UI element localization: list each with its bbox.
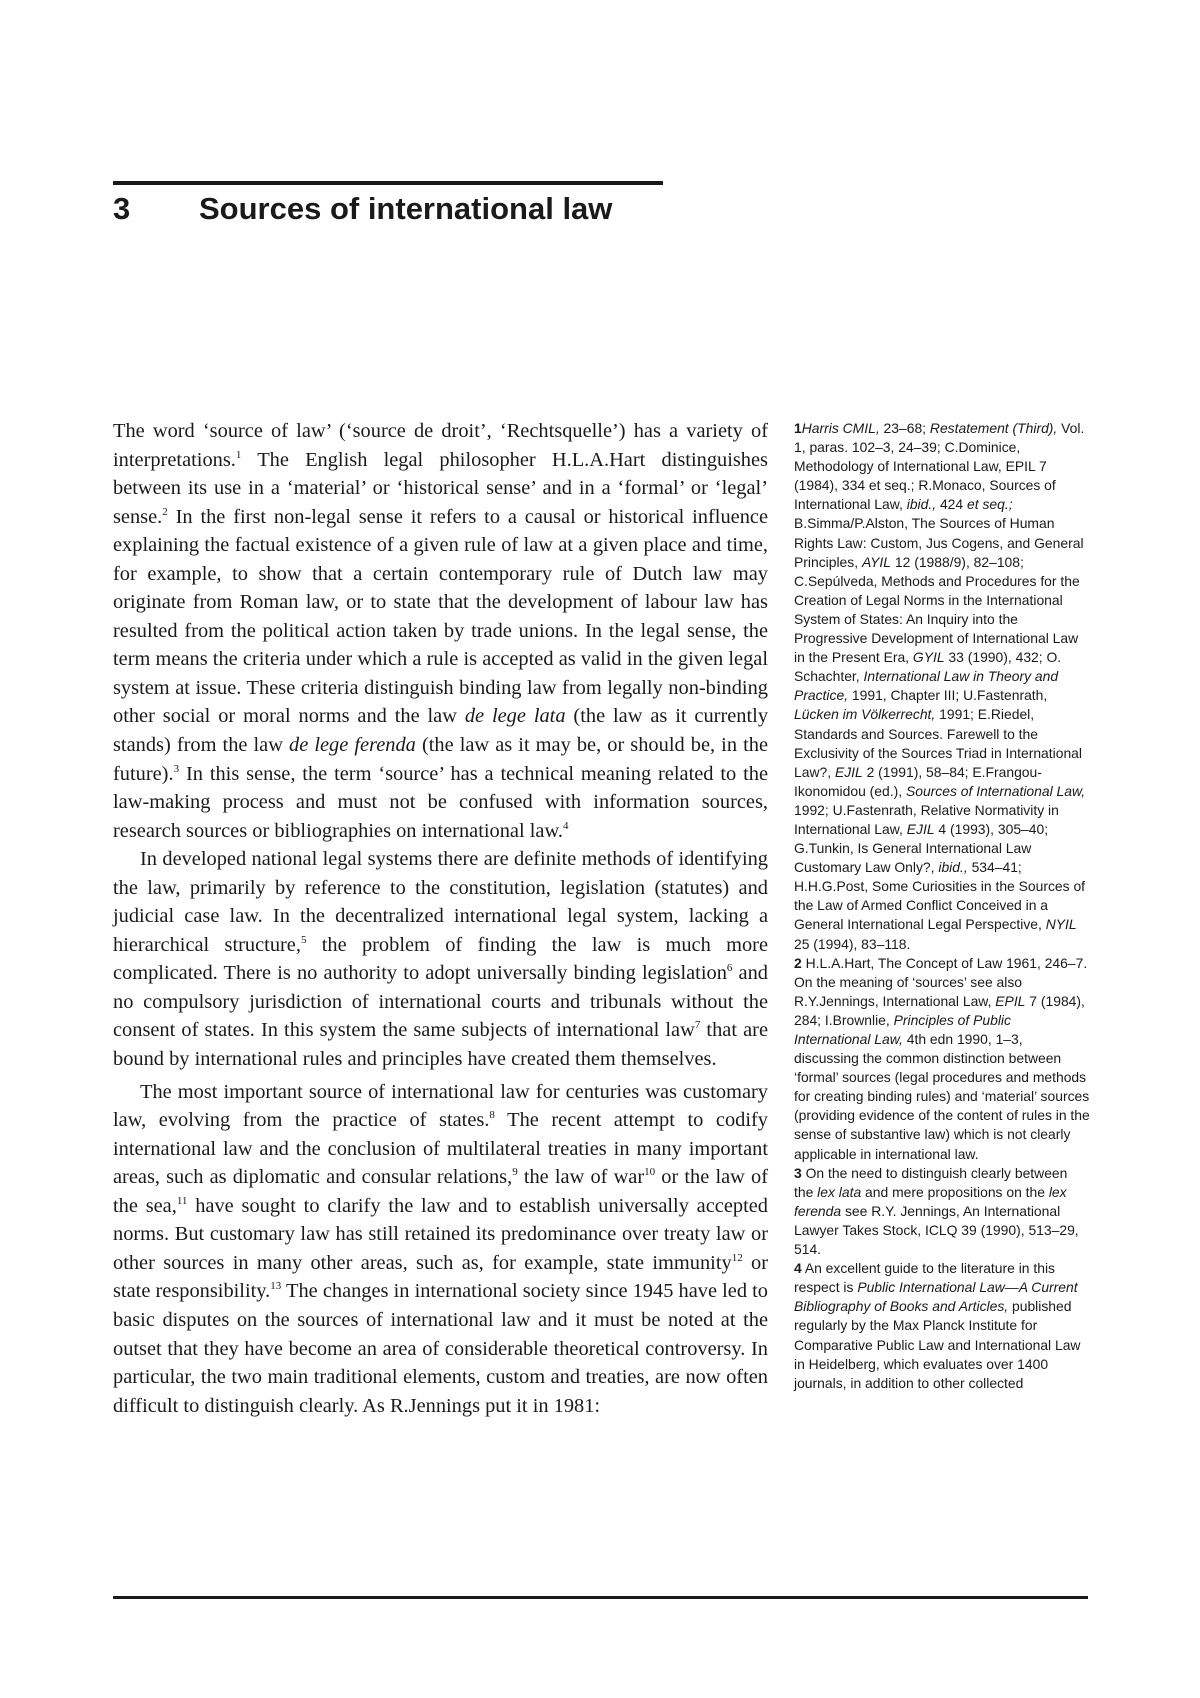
text-run: H.L.A.Hart, The Concept of Law 1961, 246–7. On the meaning of ‘sources’ see also R.Y.Jennings, International Law, — [794, 954, 1088, 1009]
italic-text: lex lata — [817, 1183, 862, 1200]
text-run: 534–41; H.H.G.Post, Some Curiosities in the Sources of the Law of Armed Conflict Conceived in a General International Legal Perspective, — [794, 859, 1086, 933]
text-run: 424 — [936, 496, 967, 513]
italic-text: Public International Law—A Current Bibliography of Books and Articles, — [794, 1279, 1078, 1315]
italic-text: GYIL — [912, 649, 945, 666]
italic-text: lex ferenda — [794, 1183, 1067, 1219]
chapter-title: Sources of international law — [199, 191, 613, 226]
main-text — [113, 417, 768, 1420]
text-run: The recent attempt to codify international law and the conclusion of multilateral treaties in many important areas, such as diplomatic and consular relations, — [113, 1109, 768, 1189]
italic-text: de lege ferenda — [289, 734, 416, 757]
footnote-number: 4 — [794, 1260, 802, 1277]
footnote-ref: 8 — [489, 1109, 495, 1122]
footnote-2 — [794, 954, 1090, 1164]
italic-text: EJIL — [834, 763, 863, 780]
italic-text: ibid., — [906, 496, 937, 513]
italic-text: et seq.; — [967, 496, 1013, 513]
text-run: 2 (1991), 58–84; E.Frangou-Ikonomidou (ed.), — [794, 763, 1042, 799]
text-run: 12 (1988/9), 82–108; C.Sepúlveda, Methods and Procedures for the Creation of Legal Norms in the International System of States: An Inquiry into the Progressive Development of International Law in the Present Era, — [794, 553, 1080, 666]
text-run: In developed national legal systems there are definite methods of identifying the law, primarily by reference to the constitution, legislation (statutes) and judicial case law. In the decentralized international legal system, lacking a hierarchical structure, — [113, 848, 768, 956]
text-run: that are bound by international rules and principles have created them themselves. — [113, 1019, 768, 1071]
footnote-ref: 9 — [512, 1166, 518, 1179]
italic-text: Restatement (Third), — [929, 420, 1058, 436]
chapter-number: 3 — [113, 191, 131, 226]
footnote-number: 1 — [794, 420, 802, 436]
footnote-ref: 10 — [644, 1166, 656, 1179]
footnote-ref: 6 — [726, 962, 733, 975]
italic-text: International Law in Theory and Practice, — [794, 668, 1059, 704]
italic-text: Harris CMIL, — [801, 420, 880, 436]
text-run: (the law as it currently stands) from the law — [113, 705, 769, 757]
text-run: 23–68; — [879, 420, 930, 436]
text-run: In the first non-legal sense it refers to a causal or historical influence explaining the factual existence of a given rule of law at a given place and time, for example, to show that a certain contemporary rule of Dutch law may originate from Roman law, or to state that the development of labour law has resulted from the political action taken by trade unions. In the legal sense, the term means the criteria under which a rule is accepted as valid in the given legal system at issue. These criteria distinguish binding law from legally non-binding other social or moral norms and the law — [113, 505, 768, 728]
text-run: The English legal philosopher H.L.A.Hart distinguishes between its use in a ‘material’ or ‘historical sense’ and in a ‘formal’ or ‘legal’ sense. — [113, 448, 768, 528]
text-run: The changes in international society since 1945 have led to basic disputes on the sources of international law and it must be noted at the outset that they have become an area of considerable theoretical controversy. In particular, the two main traditional elements, custom and treaties, are now often difficult to distinguish clearly. As R.Jennings put it in 1981: — [113, 1280, 768, 1417]
page-bottom-rule — [113, 1596, 1088, 1599]
text-run: 25 (1994), 83–118. — [794, 935, 911, 952]
text-run: or state responsibility. — [113, 1251, 768, 1303]
footnote-1 — [794, 419, 1090, 954]
footnote-ref: 7 — [694, 1019, 701, 1032]
italic-text: ibid., — [938, 859, 968, 876]
text-run: In this sense, the term ‘source’ has a technical meaning related to the law-making process and must not be confused with information sources, research sources or bibliographies on international law. — [113, 762, 768, 842]
footnote-ref: 11 — [176, 1194, 188, 1207]
footnote-ref: 13 — [270, 1280, 282, 1293]
italic-text: EJIL — [906, 820, 935, 837]
footnote-number: 3 — [794, 1164, 802, 1181]
text-run: 1991, Chapter III; U.Fastenrath, — [848, 687, 1048, 704]
footnote-ref: 5 — [300, 934, 307, 947]
italic-text: de lege lata — [464, 705, 566, 728]
footnote-ref: 3 — [173, 762, 180, 775]
italic-text: Sources of International Law, — [905, 782, 1086, 799]
text-run: or the law of the sea, — [113, 1166, 769, 1217]
text-run: The most important source of international law for centuries was customary law, evolving from the practice of states. — [113, 1080, 768, 1132]
text-run: On the need to distinguish clearly between the — [794, 1164, 1068, 1200]
text-run: (the law as it may be, or should be, in the future). — [113, 734, 768, 785]
paragraph-3 — [113, 1078, 768, 1421]
italic-text: NYIL — [1045, 916, 1077, 933]
chapter-top-rule — [113, 181, 663, 185]
text-run: and mere propositions on the — [861, 1183, 1049, 1200]
italic-text: Principles of Public International Law, — [794, 1011, 1011, 1047]
footnote-ref: 12 — [731, 1252, 743, 1265]
footnotes-column — [794, 419, 1090, 1393]
text-run: have sought to clarify the law and to establish universally accepted norms. But customary law has still retained its predominance over treaty law or other sources in many other areas, such as, for example, state immunity — [113, 1194, 768, 1274]
text-run: see R.Y. Jennings, An International Lawyer Takes Stock, ICLQ 39 (1990), 513–29, 514. — [794, 1202, 1079, 1258]
text-run: 1991; E.Riedel, Standards and Sources. Farewell to the Exclusivity of the Sources Triad in International Law?, — [794, 706, 1082, 780]
italic-text: Lücken im Völkerrecht, — [794, 706, 936, 723]
footnote-4 — [794, 1259, 1090, 1393]
text-run: 4 (1993), 305–40; G.Tunkin, Is General International Law Customary Law Only?, — [794, 820, 1049, 876]
text-run: 1992; U.Fastenrath, Relative Normativity in International Law, — [794, 801, 1059, 837]
footnote-ref: 2 — [162, 505, 168, 518]
text-run: the law of war — [517, 1166, 645, 1189]
italic-text: EPIL — [995, 992, 1026, 1009]
footnote-ref: 1 — [235, 448, 242, 461]
paragraph-1 — [113, 417, 768, 845]
text-run: Vol. 1, paras. 102–3, 24–39; C.Dominice, Methodology of International Law, EPIL 7 (1984), 334 et seq.; R.Monaco, Sources of International Law, — [794, 420, 1085, 513]
paragraph-2 — [113, 845, 768, 1073]
text-run: published regularly by the Max Planck Institute for Comparative Public Law and International Law in Heidelberg, which evaluates over 1400 journals, in addition to other collected — [794, 1298, 1081, 1391]
text-run: 4th edn 1990, 1–3, discussing the common distinction between ‘formal’ sources (legal procedures and methods for creating binding rules) and ‘material’ sources (providing evidence of the content of rules in the sense of substantive law) which is not clearly applicable in international law. — [794, 1031, 1090, 1162]
text-run: the problem of finding the law is much more complicated. There is no authority to adopt universally binding legislation — [113, 933, 768, 985]
footnote-3 — [794, 1164, 1090, 1259]
footnote-number: 2 — [794, 954, 802, 971]
text-run: and no compulsory jurisdiction of international courts and tribunals without the consent of states. In this system the same subjects of international law — [113, 962, 768, 1042]
italic-text: AYIL — [861, 553, 892, 570]
text-run: 7 (1984), 284; I.Brownlie, — [794, 992, 1085, 1028]
text-run: The word ‘source of law’ (‘source de droit’, ‘Rechtsquelle’) has a variety of interpretations. — [113, 420, 768, 471]
text-run: 33 (1990), 432; O. Schachter, — [794, 649, 1062, 685]
footnote-ref: 4 — [562, 819, 569, 832]
text-run: An excellent guide to the literature in this respect is — [794, 1260, 1056, 1296]
text-run: B.Simma/P.Alston, The Sources of Human Rights Law: Custom, Jus Cogens, and General Principles, — [794, 515, 1084, 570]
